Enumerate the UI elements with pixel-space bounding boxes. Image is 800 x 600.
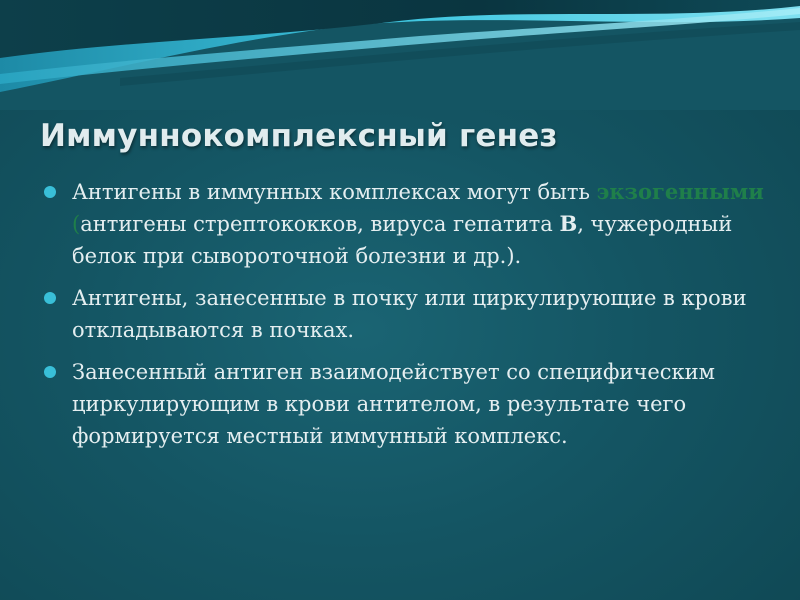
bullet-dot-icon (44, 292, 56, 304)
bullet-item-exogenous-antigens (40, 176, 770, 272)
highlight-paren: ( (72, 212, 81, 236)
bullet-text: Антигены, занесенные в почку или циркулирующие в крови откладываются в почках. (72, 286, 747, 342)
bullet-item-local-complex (40, 356, 770, 452)
bullet-dot-icon (44, 186, 56, 198)
bullet-list (40, 176, 770, 462)
bullet-text: Занесенный антиген взаимодействует со специфическим циркулирующим в крови антителом, в результате чего формируется местный иммунный комплекс. (72, 360, 715, 448)
slide-title: Иммуннокомплексный генез (40, 118, 558, 154)
bullet-dot-icon (44, 366, 56, 378)
bullet-text-part: Антигены в иммунных комплексах могут быть (72, 180, 597, 204)
highlight-exogenous: экзогенными (596, 179, 764, 204)
bullet-text-part: , чужеродный белок при сывороточной болезни и др.). (72, 212, 733, 268)
bullet-text-part: антигены стрептококков, вируса гепатита (80, 212, 560, 236)
hepatitis-letter: В (559, 211, 578, 236)
decorative-wave-header (0, 0, 800, 110)
bullet-item-kidney-deposition (40, 282, 770, 346)
